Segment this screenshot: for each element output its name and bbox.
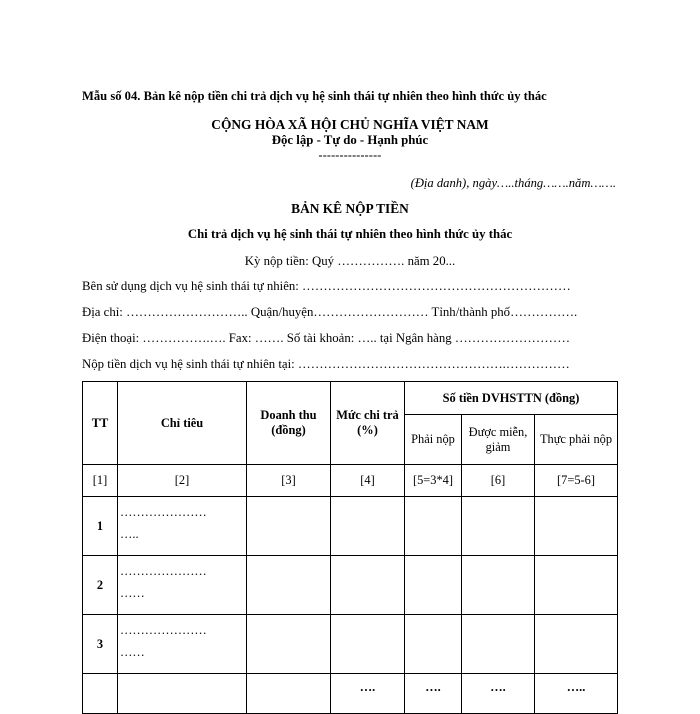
header-rate: Mức chi trả (%): [331, 382, 405, 465]
header-revenue: Doanh thu (đồng): [247, 382, 331, 465]
header-exempt: Được miễn, giảm: [462, 415, 535, 465]
service-user-field: Bên sử dụng dịch vụ hệ sinh thái tự nhiên: ………………………………………………………: [82, 279, 571, 293]
empty-cell: [535, 615, 618, 674]
national-title: CỘNG HÒA XÃ HỘI CHỦ NGHĨA VIỆT NAM: [211, 117, 489, 132]
table-index-row: [83, 465, 618, 497]
header-payable: Phải nộp: [405, 415, 462, 465]
header-separator: ---------------: [318, 148, 382, 162]
criteria-line: ……: [120, 645, 145, 659]
empty-cell: [331, 497, 405, 556]
national-motto: Độc lập - Tự do - Hạnh phúc: [271, 133, 429, 147]
criteria-line: …………………: [120, 505, 207, 519]
index-cell: [1]: [83, 465, 118, 497]
criteria-cell: [118, 615, 247, 674]
empty-cell: [405, 497, 462, 556]
table-row: [83, 556, 618, 615]
criteria-cell: [118, 497, 247, 556]
criteria-line: …………………: [120, 623, 207, 637]
empty-cell: [462, 615, 535, 674]
row-number: 2: [83, 556, 118, 615]
criteria-cell: [118, 556, 247, 615]
index-cell: [5=3*4]: [405, 465, 462, 497]
place-date-line: (Địa danh), ngày…..tháng…….năm…….: [410, 176, 616, 190]
document-title: BẢN KÊ NỘP TIỀN: [291, 201, 409, 216]
criteria-line: ……: [120, 586, 145, 600]
empty-cell: [535, 497, 618, 556]
empty-cell: [331, 615, 405, 674]
table-total-row: [83, 674, 618, 714]
empty-cell: [331, 556, 405, 615]
index-cell: [4]: [331, 465, 405, 497]
total-actual-cell: …..: [535, 674, 618, 714]
table-row: [83, 615, 618, 674]
empty-cell: [405, 556, 462, 615]
header-actual: Thực phải nộp: [535, 415, 618, 465]
document-subtitle: Chi trả dịch vụ hệ sinh thái tự nhiên theo hình thức ủy thác: [187, 227, 513, 241]
empty-cell: [462, 556, 535, 615]
payment-period: Kỳ nộp tiền: Quý ……………. năm 20...: [244, 254, 456, 268]
row-number: 3: [83, 615, 118, 674]
index-cell: [6]: [462, 465, 535, 497]
criteria-line: …………………: [120, 564, 207, 578]
criteria-line: …..: [120, 527, 139, 541]
phone-account-field: Điện thoại: …………….…. Fax: ……. Số tài khoản: ….. tại Ngân hàng ………………………: [82, 331, 571, 345]
payment-location-field: Nộp tiền dịch vụ hệ sinh thái tự nhiên tại: ………………………………………….……………: [82, 357, 570, 371]
empty-cell: [405, 615, 462, 674]
index-cell: [2]: [118, 465, 247, 497]
empty-cell: [462, 497, 535, 556]
empty-cell: [247, 674, 331, 714]
empty-cell: [247, 497, 331, 556]
payment-table: [82, 381, 618, 714]
index-cell: [7=5-6]: [535, 465, 618, 497]
address-field: Địa chỉ: ……………………….. Quận/huyện……………………… Tỉnh/thành phố…………….: [82, 305, 578, 319]
empty-cell: [535, 556, 618, 615]
empty-cell: [247, 615, 331, 674]
table-header-row: [83, 382, 618, 415]
form-code-heading: Mẫu số 04. Bản kê nộp tiền chi trả dịch vụ hệ sinh thái tự nhiên theo hình thức ủy thác: [82, 89, 547, 103]
empty-cell: [247, 556, 331, 615]
header-amount-group: Số tiền DVHSTTN (đồng): [405, 382, 618, 415]
total-exempt-cell: ….: [462, 674, 535, 714]
empty-cell: [118, 674, 247, 714]
total-payable-cell: ….: [405, 674, 462, 714]
table-row: [83, 497, 618, 556]
row-number: 1: [83, 497, 118, 556]
header-criteria: Chỉ tiêu: [118, 382, 247, 465]
header-tt: TT: [83, 382, 118, 465]
total-rate-cell: ….: [331, 674, 405, 714]
empty-cell: [83, 674, 118, 714]
index-cell: [3]: [247, 465, 331, 497]
